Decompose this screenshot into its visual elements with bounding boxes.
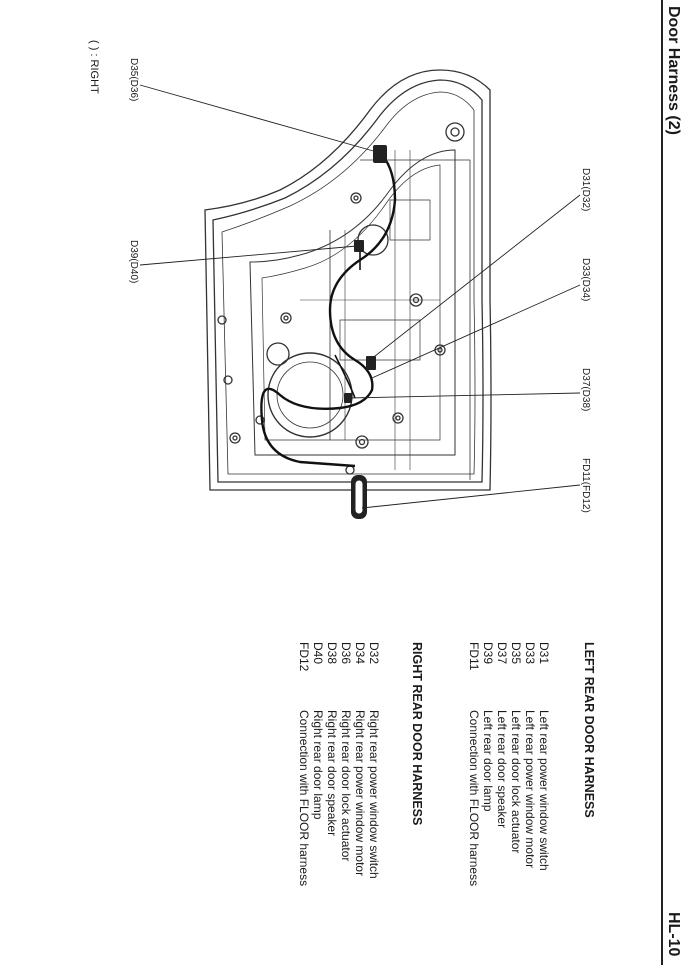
callout-d37-d38: D37(D38) (580, 368, 591, 412)
legend-desc: Connection with FLOOR harness (467, 710, 481, 887)
legend-code: D32 (367, 642, 381, 665)
legend-code: D38 (325, 642, 339, 665)
legend-desc: Left rear power window motor (523, 710, 537, 869)
connectors (344, 145, 387, 519)
legend-desc: Left rear door speaker (495, 710, 509, 829)
callout-d33-d34: D33(D34) (580, 258, 591, 302)
leader-d33 (372, 285, 580, 378)
left-legend-row (496, 642, 508, 828)
page-number: HL-10 (665, 912, 682, 957)
legend-desc: Left rear power window switch (537, 710, 551, 871)
legend-code: D34 (353, 642, 367, 665)
left-legend-row (524, 642, 536, 868)
legend-code: D37 (495, 642, 509, 665)
left-legend-title: LEFT REAR DOOR HARNESS (582, 642, 596, 818)
left-legend-row (468, 642, 480, 886)
right-legend-row (340, 642, 352, 861)
harness-wire (261, 155, 395, 466)
callout-d35-d36: D35(D36) (128, 58, 139, 102)
legend-desc: Left rear door lock actuator (509, 710, 523, 854)
right-legend-row (368, 642, 380, 879)
legend-desc: Connection with FLOOR harness (297, 710, 311, 887)
leader-d37 (348, 393, 580, 398)
legend-desc: Right rear power window motor (353, 710, 367, 877)
leader-d39 (140, 246, 357, 265)
callout-d39-d40: D39(D40) (128, 240, 139, 284)
legend-code: D39 (481, 642, 495, 665)
leader-d35 (140, 85, 377, 152)
connector-d35 (373, 145, 387, 163)
legend-code: D35 (509, 642, 523, 665)
legend-code: FD11 (467, 642, 481, 671)
legend-desc: Right rear door lamp (311, 710, 325, 820)
page-title: Door Harness (2) (665, 6, 682, 135)
right-legend-row (298, 642, 310, 886)
legend-code: FD12 (297, 642, 311, 672)
callout-d31-d32: D31(D32) (580, 168, 591, 212)
legend-code: D36 (339, 642, 353, 665)
legend-desc: Left rear door lamp (481, 710, 495, 812)
connector-d33 (366, 356, 376, 370)
left-legend-row (482, 642, 494, 811)
right-legend-row (354, 642, 366, 876)
left-legend-row (510, 642, 522, 853)
door-panel-outline (205, 70, 491, 490)
right-legend-title: RIGHT REAR DOOR HARNESS (410, 642, 424, 826)
legend-code: D33 (523, 642, 537, 665)
leader-d31 (370, 195, 580, 360)
legend-desc: Right rear door lock actuator (339, 710, 353, 862)
legend-code: D40 (311, 642, 325, 665)
right-note: ( ) : RIGHT (88, 40, 100, 94)
callout-fd11-fd12: FD11(FD12) (580, 458, 591, 513)
legend-desc: Right rear door speaker (325, 710, 339, 837)
leader-fd11 (362, 485, 580, 508)
legend-desc: Right rear power window switch (367, 710, 381, 879)
right-legend-row (326, 642, 338, 836)
legend-code: D31 (537, 642, 551, 665)
left-legend-row (538, 642, 550, 871)
right-legend-row (312, 642, 324, 819)
